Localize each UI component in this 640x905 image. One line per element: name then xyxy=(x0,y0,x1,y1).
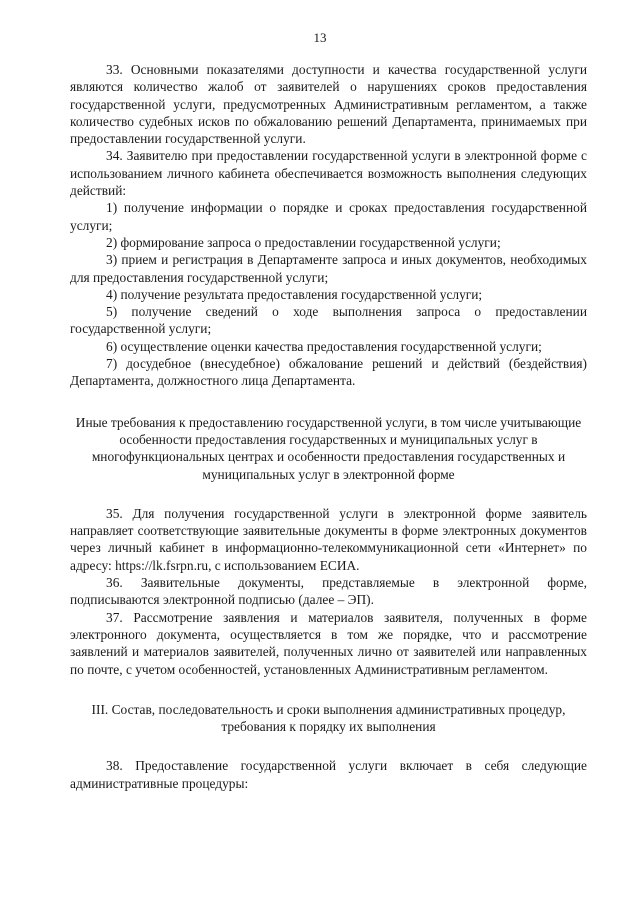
list-item-4: 4) получение результата предоставления государственной услуги; xyxy=(106,286,483,302)
paragraphs-bottom xyxy=(70,757,587,792)
page-number: 13 xyxy=(313,30,327,45)
paragraph-35: 35. Для получения государственной услуги в электронной форме заявитель направляет соответствующие заявительные документы в форме электронных документов через личный кабинет в информационно-телекоммуникационной сети «Интернет» по адресу: https://lk.fsrpn.ru, с использованием ЕСИА. xyxy=(70,505,587,573)
paragraphs-middle xyxy=(70,505,587,678)
list-item-5: 5) получение сведений о ходе выполнения запроса о предоставлении государственной услуги; xyxy=(70,304,587,337)
list-item-6: 6) осуществление оценки качества предоставления государственной услуги; xyxy=(106,338,542,354)
list-item-1: 1) получение информации о порядке и сроках предоставления государственной услуги; xyxy=(70,200,587,233)
section-heading: Иные требования к предоставлению государственной услуги, в том числе учитывающие особенности предоставления государственных и муниципальных услуг в многофункциональных центрах и особенности предоставления государственных и муниципальных услуг в электронной форме xyxy=(75,414,582,482)
document-body xyxy=(70,61,587,792)
list-item-7: 7) досудебное (внесудебное) обжалование решений и действий (бездействия) Департамента, должностного лица Департамента. xyxy=(70,356,587,389)
paragraph-33: 33. Основными показателями доступности и качества государственной услуги являются количество жалоб от заявителей о нарушениях сроков предоставления государственной услуги, предусмотренных Административным регламентом, а также количество судебных исков по обжалованию решений Департамента, принимаемых при предоставлении государственной услуги. xyxy=(70,62,587,147)
list-item-3: 3) прием и регистрация в Департаменте запроса и иных документов, необходимых для предоставления государственной услуги; xyxy=(70,252,587,285)
paragraph-38: 38. Предоставление государственной услуги включает в себя следующие административные процедуры: xyxy=(70,758,587,791)
paragraph-37: 37. Рассмотрение заявления и материалов заявителя, полученных в форме электронного документа, осуществляется в том же порядке, что и рассмотрение заявлений и материалов заявителей, полученных лично от заявителей или направленных по почте, с учетом особенностей, установленных Административным регламентом. xyxy=(70,609,587,677)
paragraph-34: 34. Заявителю при предоставлении государственной услуги в электронной форме с использованием личного кабинета обеспечивается возможность выполнения следующих действий: xyxy=(70,148,587,199)
paragraphs-top xyxy=(70,61,587,390)
list-item-2: 2) формирование запроса о предоставлении государственной услуги; xyxy=(106,234,501,250)
chapter-heading: III. Состав, последовательность и сроки выполнения административных процедур, требования к порядку их выполнения xyxy=(91,701,566,735)
paragraph-36: 36. Заявительные документы, представляемые в электронной форме, подписываются электронной подписью (далее – ЭП). xyxy=(70,575,587,608)
